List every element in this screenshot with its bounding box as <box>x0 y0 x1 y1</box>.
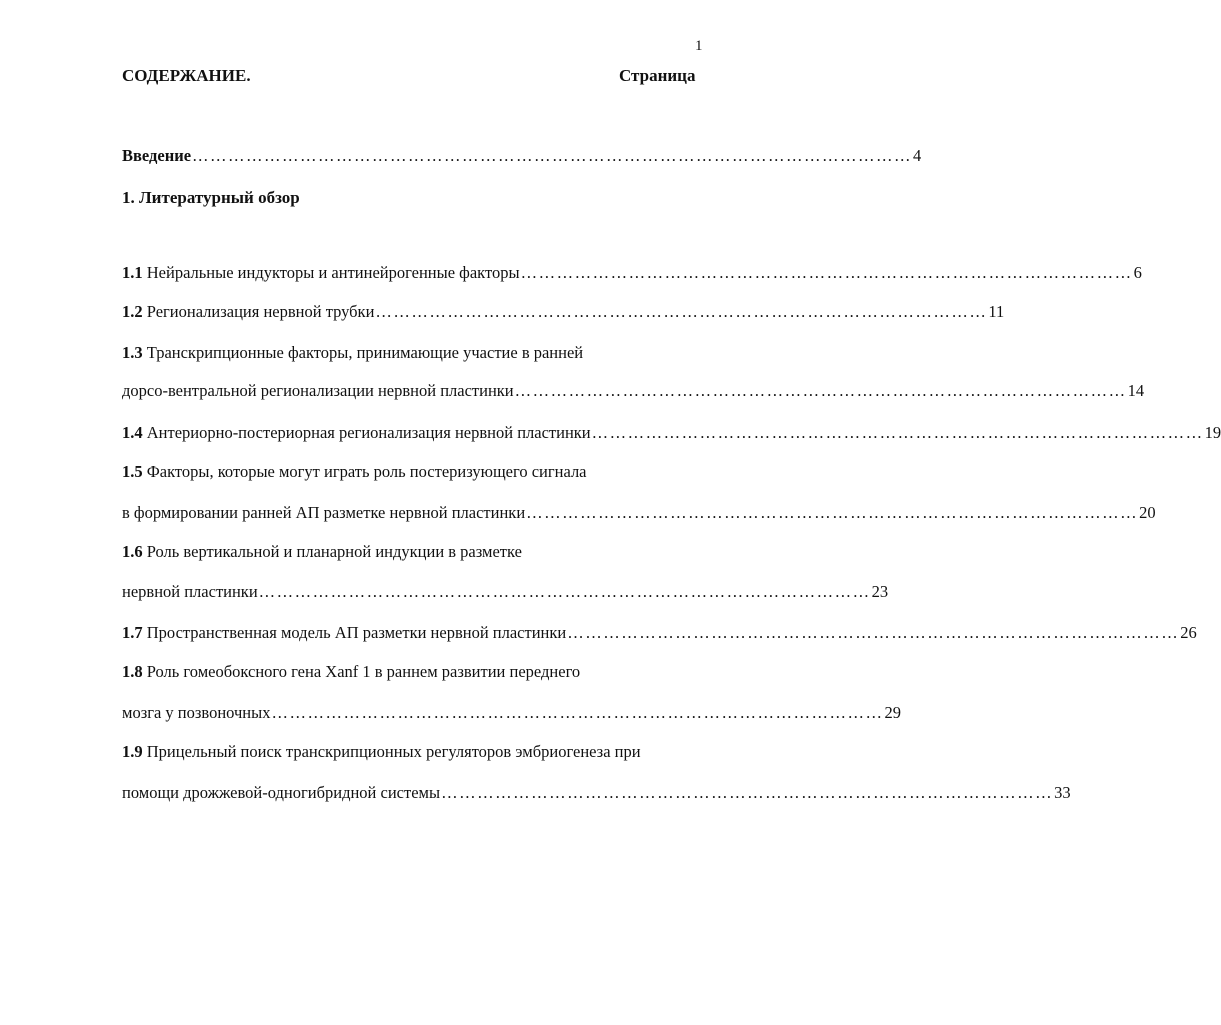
toc-entry-number: 1.5 <box>122 462 143 481</box>
leader-dots: ………………………………………………………………………………………… <box>375 302 988 321</box>
toc-entry-label-cont: в формировании ранней АП разметке нервной пластинки <box>122 503 526 522</box>
leader-dots: ………………………………………………………………………………………… <box>441 783 1054 802</box>
toc-entry-number: 1.7 <box>122 623 143 642</box>
toc-entry-1-3 <box>122 381 1145 403</box>
leader-dots: ………………………………………………………………………………………… <box>514 381 1127 400</box>
toc-entry-page: 19 <box>1204 423 1221 442</box>
leader-dots: ………………………………………………………………………………………… <box>258 582 871 601</box>
toc-entry-page: 14 <box>1127 381 1145 400</box>
leader-dots: ………………………………………………………………………………………… <box>591 423 1204 442</box>
toc-entry-number: 1.6 <box>122 542 143 561</box>
toc-entry-label: Прицельный поиск транскрипционных регуляторов эмбриогенеза при <box>146 742 641 761</box>
toc-entry-number: 1.2 <box>122 302 143 321</box>
toc-entry-page: 29 <box>884 703 901 722</box>
toc-title: СОДЕРЖАНИЕ. <box>122 66 251 85</box>
toc-entry-1-9 <box>122 783 1071 805</box>
leader-dots: ………………………………………………………………………………………… <box>271 703 884 722</box>
page-column-header: Страница <box>619 66 696 85</box>
toc-entry-1-9-line1 <box>122 742 641 762</box>
leader-dots: ………………………………………………………………………………………… <box>567 623 1180 642</box>
toc-entry-page: 33 <box>1054 783 1071 802</box>
toc-entry-label: Роль вертикальной и планарной индукции в разметке <box>146 542 522 561</box>
toc-entry-page: 23 <box>871 582 889 601</box>
toc-entry-label: Введение <box>122 146 192 165</box>
toc-entry-1-6 <box>122 582 889 604</box>
toc-entry-1-2 <box>122 302 1005 324</box>
toc-entry-number: 1.4 <box>122 423 143 442</box>
toc-entry-label: Транскрипционные факторы, принимающие участие в ранней <box>146 343 584 362</box>
toc-entry-number: 1.3 <box>122 343 143 362</box>
section-heading: 1. Литературный обзор <box>122 188 300 207</box>
toc-entry-page: 11 <box>988 302 1005 321</box>
toc-entry-1-8 <box>122 703 901 725</box>
toc-entry-label: Нейральные индукторы и антинейрогенные факторы <box>142 263 520 282</box>
toc-entry-label: Антериорно-постериорная регионализация нервной пластинки <box>146 423 591 442</box>
toc-entry-label-cont: нервной пластинки <box>122 582 258 601</box>
toc-entry-1-5-line1 <box>122 462 587 482</box>
leader-dots: ………………………………………………………………………………………… <box>520 263 1133 282</box>
toc-entry-page: 26 <box>1180 623 1197 642</box>
toc-entry-1-7 <box>122 623 1197 645</box>
toc-entry-label-cont: помощи дрожжевой-одногибридной системы <box>122 783 441 802</box>
toc-entry-1-8-line1 <box>122 662 580 682</box>
toc-entry-label: Факторы, которые могут играть роль постеризующего сигнала <box>146 462 587 481</box>
toc-entry-1-3-line1 <box>122 343 583 363</box>
toc-entry-page: 6 <box>1133 263 1142 282</box>
toc-entry-1-5 <box>122 503 1156 525</box>
toc-entry-label: Пространственная модель АП разметки нервной пластинки <box>146 623 567 642</box>
toc-entry-label: Регионализация нервной трубки <box>146 302 375 321</box>
toc-entry-number: 1.9 <box>122 742 143 761</box>
toc-entry-label-cont: дорсо-вентральной регионализации нервной пластинки <box>122 381 514 400</box>
leader-dots: ………………………………………………………………………………………… <box>526 503 1139 522</box>
toc-entry-intro <box>122 146 922 168</box>
toc-entry-number: 1.8 <box>122 662 143 681</box>
toc-entry-number: 1.1 <box>122 263 143 282</box>
toc-entry-1-1 <box>122 263 1142 285</box>
toc-entry-1-4 <box>122 423 1221 445</box>
leader-dots: ………………………………………………………………………………………………………… <box>192 146 913 165</box>
toc-entry-label-cont: мозга у позвоночных <box>122 703 271 722</box>
page-number: 1 <box>695 38 703 54</box>
toc-entry-page: 4 <box>913 146 922 165</box>
toc-entry-label: Роль гомеобоксного гена Xanf 1 в раннем развитии переднего <box>146 662 581 681</box>
toc-entry-1-6-line1 <box>122 542 522 562</box>
toc-entry-page: 20 <box>1139 503 1156 522</box>
